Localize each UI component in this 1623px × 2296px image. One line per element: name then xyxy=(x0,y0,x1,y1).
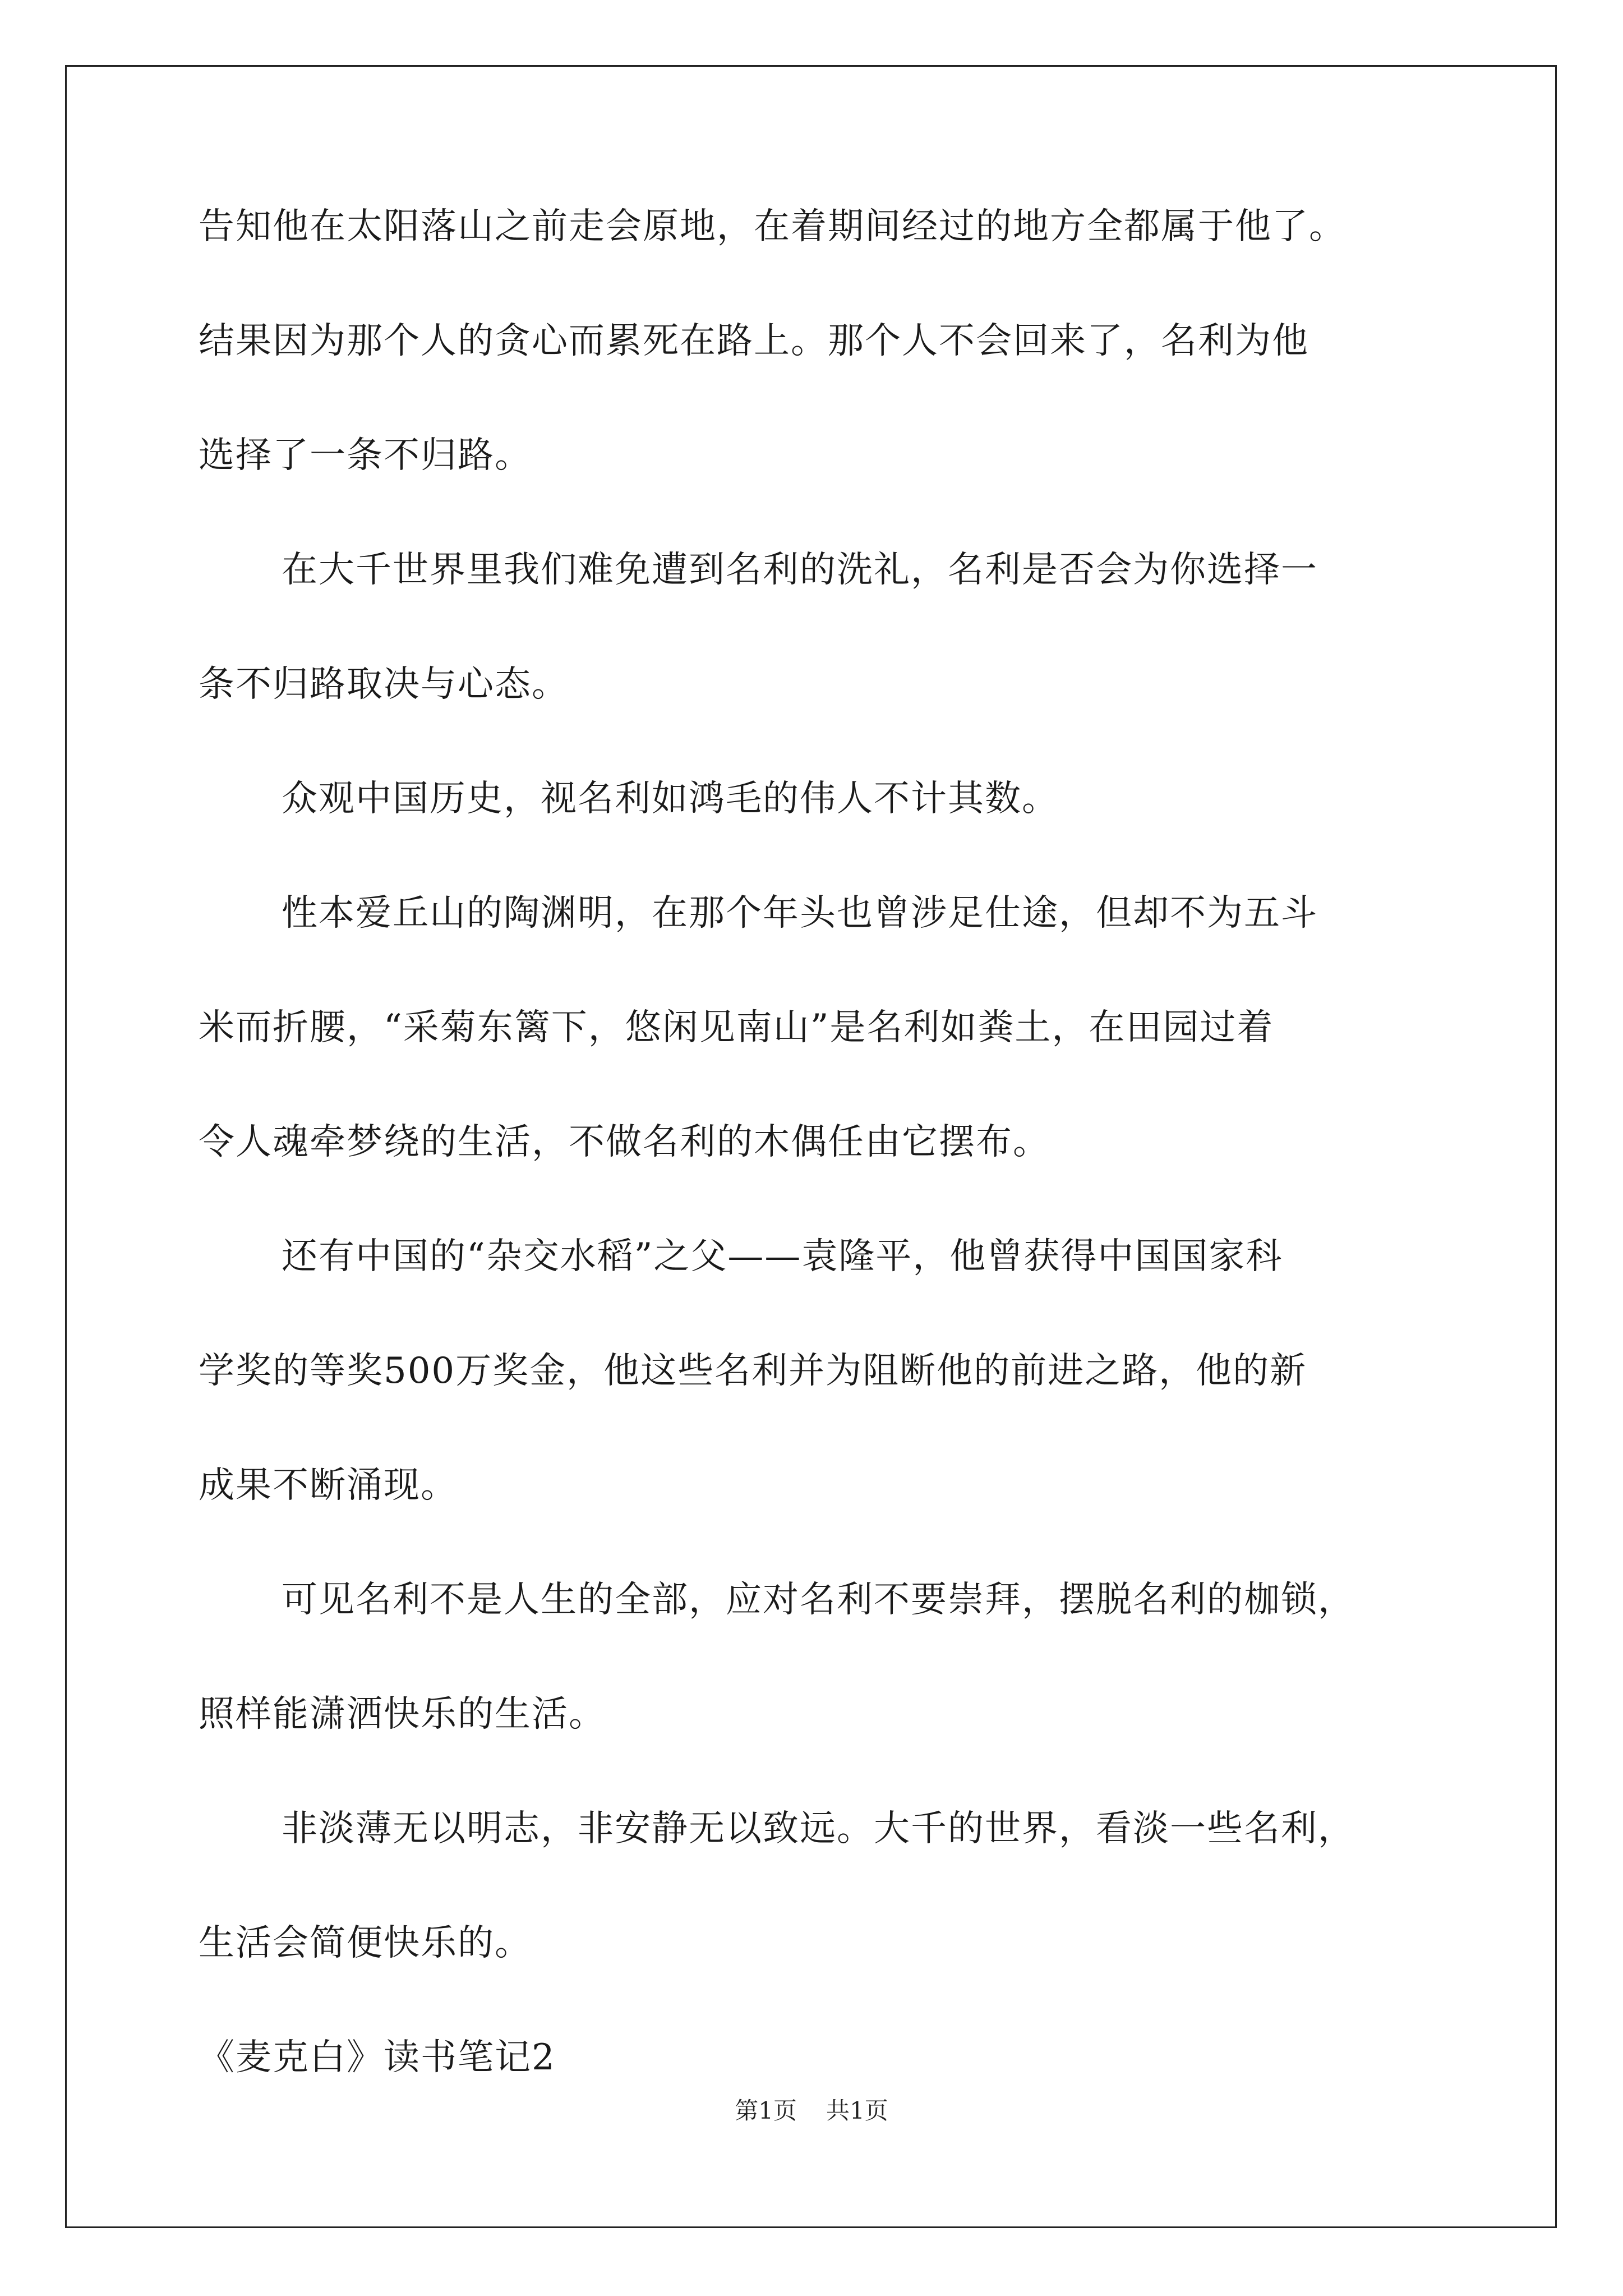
page-number-current: 第1页 xyxy=(735,2097,797,2124)
paragraph-line: 条不归路取决与心态。 xyxy=(199,664,569,705)
paragraph-line: 性本爱丘山的陶渊明，在那个年头也曾涉足仕途，但却不为五斗 xyxy=(282,892,1318,934)
paragraph-line: 众观中国历史，视名利如鸿毛的伟人不计其数。 xyxy=(282,778,1059,820)
paragraph-line: 照样能潇洒快乐的生活。 xyxy=(199,1694,606,1735)
paragraph-line: 生活会简便快乐的。 xyxy=(199,1922,532,1964)
paragraph-line: 可见名利不是人生的全部，应对名利不要崇拜，摆脱名利的枷锁， xyxy=(282,1579,1355,1621)
page-number-total: 共1页 xyxy=(826,2097,888,2124)
paragraph-line: 成果不断涌现。 xyxy=(199,1465,458,1506)
document-body xyxy=(199,206,1460,2078)
page-footer xyxy=(0,2099,1623,2123)
paragraph-line: 令人魂牵梦绕的生活，不做名利的木偶任由它摆布。 xyxy=(199,1121,1050,1163)
section-heading: 《麦克白》读书笔记2 xyxy=(199,2037,556,2078)
paragraph-line: 学奖的等奖500万奖金，他这些名利并为阻断他的前进之路，他的新 xyxy=(199,1350,1307,1392)
paragraph-line: 非淡薄无以明志，非安静无以致远。大千的世界，看淡一些名利， xyxy=(282,1808,1355,1849)
paragraph-line: 米而折腰，“采菊东篱下，悠闲见南山”是名利如粪土，在田园过着 xyxy=(199,1007,1274,1048)
paragraph-line: 还有中国的“杂交水稻”之父——袁隆平，他曾获得中国国家科 xyxy=(282,1236,1283,1277)
paragraph-line: 告知他在太阳落山之前走会原地，在着期间经过的地方全都属于他了。 xyxy=(199,206,1346,247)
paragraph-line: 在大千世界里我们难免遭到名利的洗礼，名利是否会为你选择一 xyxy=(282,549,1318,591)
paragraph-line: 选择了一条不归路。 xyxy=(199,435,532,476)
paragraph-line: 结果因为那个人的贪心而累死在路上。那个人不会回来了，名利为他 xyxy=(199,320,1309,362)
